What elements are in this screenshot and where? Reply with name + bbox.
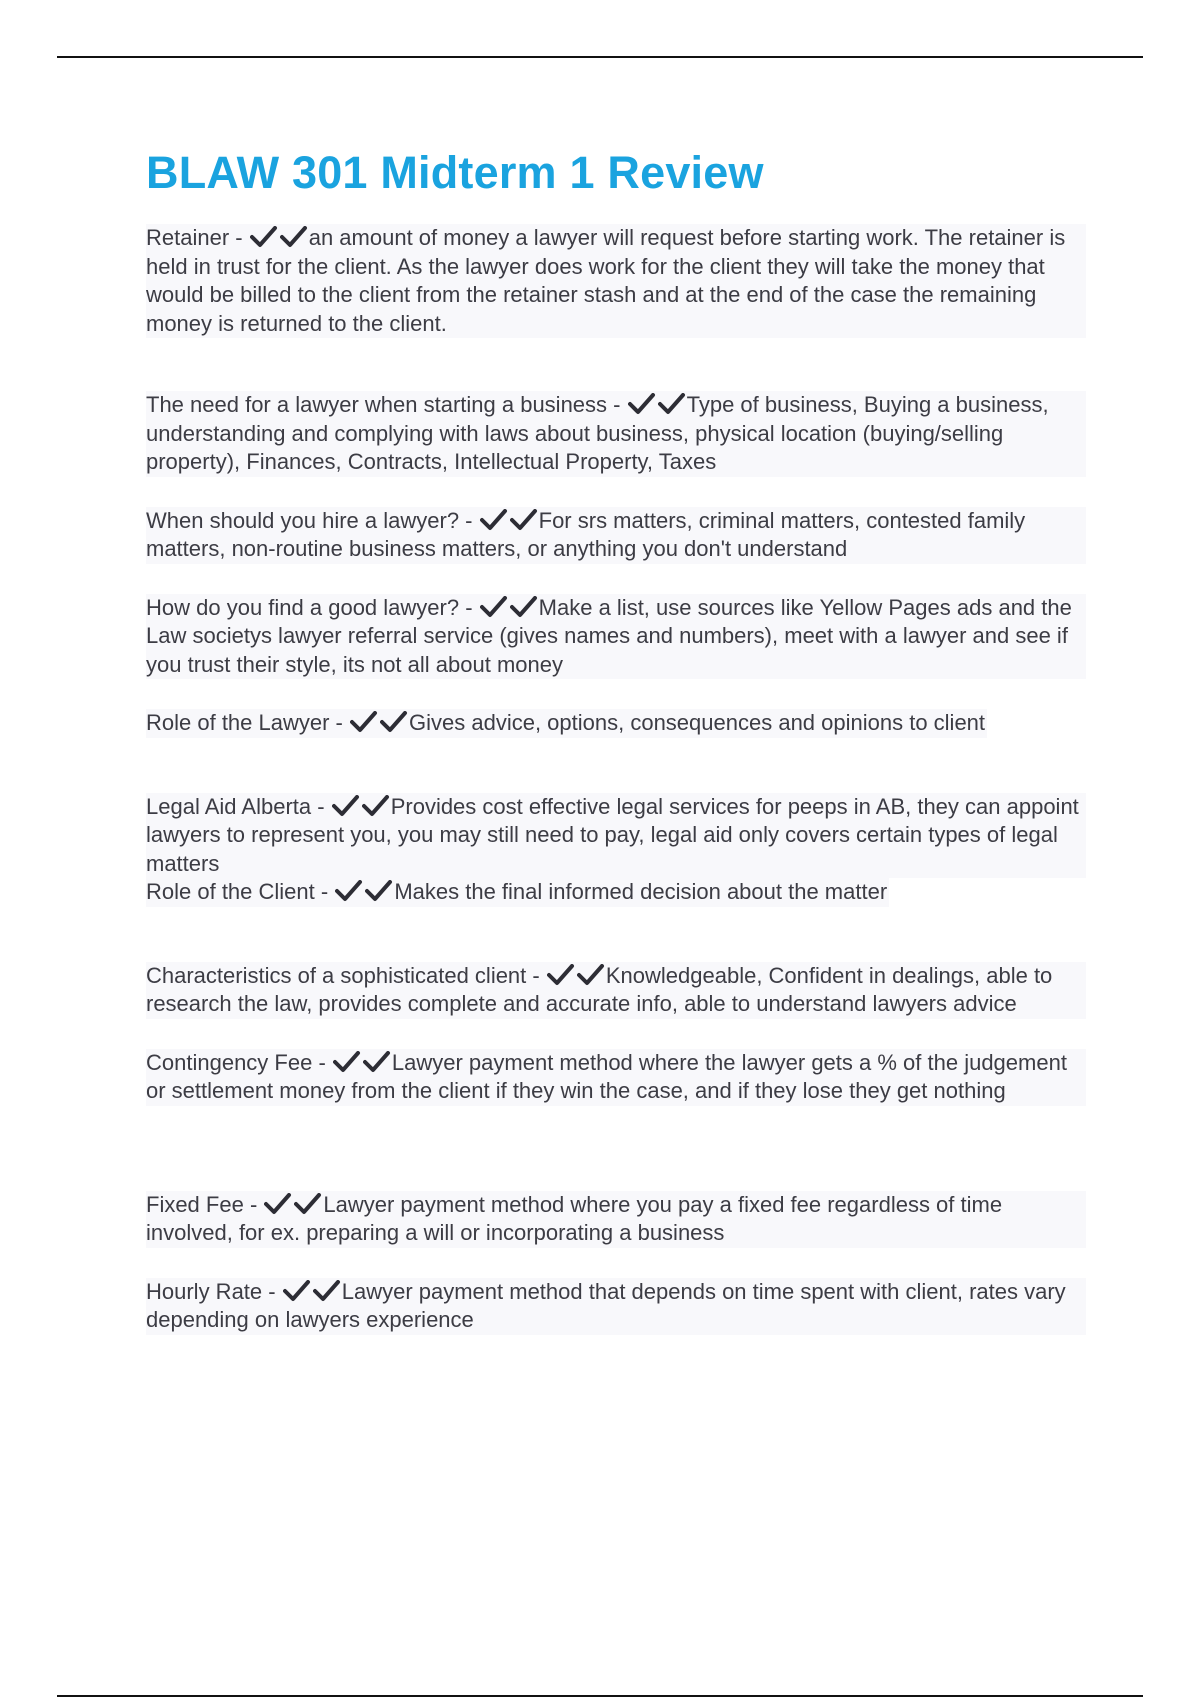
bottom-rule xyxy=(57,1695,1143,1697)
term: Characteristics of a sophisticated client xyxy=(146,962,527,988)
term: Retainer xyxy=(146,225,230,250)
check-icon xyxy=(628,393,656,415)
flashcard xyxy=(146,1278,1086,1335)
check-icon xyxy=(362,795,390,817)
definition: For srs matters, criminal matters, contested family matters, non-routine business matters, or anything you don't understand xyxy=(146,507,1026,561)
definition: Lawyer payment method where the lawyer gets a % of the judgement or settlement money from the client if they win the case, and if they lose they get nothing xyxy=(146,1049,1067,1103)
separator: - xyxy=(459,507,479,533)
separator: - xyxy=(526,962,546,988)
flashcard xyxy=(146,793,1086,879)
document-body xyxy=(146,146,1086,1335)
separator: - xyxy=(229,225,249,250)
term: Contingency Fee xyxy=(146,1049,313,1075)
check-icon xyxy=(658,393,686,415)
term: Fixed Fee xyxy=(146,1191,244,1217)
check-icon xyxy=(510,509,538,531)
definition: Lawyer payment method where you pay a fixed fee regardless of time involved, for ex. preparing a will or incorporating a business xyxy=(146,1191,1003,1245)
check-icon xyxy=(365,880,393,902)
term: How do you find a good lawyer? xyxy=(146,594,460,620)
separator: - xyxy=(312,1049,332,1075)
definition: an amount of money a lawyer will request before starting work. The retainer is held in trust for the client. As the lawyer does work for the client they will take the money that would be billed to the client from the retainer stash and at the end of the case the remaining money is returned to the client. xyxy=(146,225,1066,336)
term: Legal Aid Alberta xyxy=(146,793,312,819)
page-title: BLAW 301 Midterm 1 Review xyxy=(146,147,764,198)
entry-hourly-rate xyxy=(146,1278,1086,1335)
check-icon xyxy=(480,509,508,531)
flashcard xyxy=(146,594,1086,680)
definition: Makes the final informed decision about the matter xyxy=(394,879,888,904)
definition: Lawyer payment method that depends on time spent with client, rates vary depending on lawyers experience xyxy=(146,1278,1066,1332)
entry-need-for-lawyer xyxy=(146,391,1086,477)
separator: - xyxy=(607,392,627,417)
separator: - xyxy=(329,710,349,735)
term: When should you hire a lawyer? xyxy=(146,507,460,533)
check-icon xyxy=(250,226,278,248)
definition: Provides cost effective legal services for peeps in AB, they can appoint lawyers to represent you, you may still need to pay, legal aid only covers certain types of legal matters xyxy=(146,793,1079,876)
entry-retainer xyxy=(146,224,1086,338)
entry-role-lawyer xyxy=(146,709,1086,738)
check-icon xyxy=(313,1280,341,1302)
entry-role-client xyxy=(146,878,1086,907)
separator: - xyxy=(459,594,479,620)
flashcard xyxy=(146,1191,1086,1248)
check-icon xyxy=(380,711,408,733)
flashcard xyxy=(146,224,1086,338)
flashcard xyxy=(146,878,889,907)
definition: Type of business, Buying a business, understanding and complying with laws about business, physical location (buying/selling property), Finances, Contracts, Intellectual Property, Taxes xyxy=(146,392,1049,474)
check-icon xyxy=(480,596,508,618)
check-icon xyxy=(510,596,538,618)
flashcard xyxy=(146,709,987,738)
check-icon xyxy=(577,964,605,986)
check-icon xyxy=(332,795,360,817)
entry-when-hire xyxy=(146,507,1086,564)
separator: - xyxy=(311,793,331,819)
check-icon xyxy=(547,964,575,986)
check-icon xyxy=(333,1051,361,1073)
flashcard xyxy=(146,391,1086,477)
term: Role of the Client xyxy=(146,879,315,904)
check-icon xyxy=(294,1193,322,1215)
entry-legal-aid xyxy=(146,793,1086,879)
separator: - xyxy=(262,1278,282,1304)
term: Hourly Rate xyxy=(146,1278,263,1304)
term: Role of the Lawyer xyxy=(146,710,330,735)
entry-contingency-fee xyxy=(146,1049,1086,1106)
definition: Gives advice, options, consequences and opinions to client xyxy=(409,710,986,735)
separator: - xyxy=(243,1191,264,1217)
separator: - xyxy=(314,879,335,904)
entry-sophisticated-client xyxy=(146,962,1086,1019)
flashcard xyxy=(146,962,1086,1019)
check-icon xyxy=(363,1051,391,1073)
top-rule xyxy=(57,56,1143,58)
definition: Make a list, use sources like Yellow Pages ads and the Law societys lawyer referral service (gives names and numbers), meet with a lawyer and see if you trust their style, its not all about money xyxy=(146,594,1072,677)
check-icon xyxy=(280,226,308,248)
check-icon xyxy=(264,1193,292,1215)
term: The need for a lawyer when starting a business xyxy=(146,392,608,417)
definition: Knowledgeable, Confident in dealings, able to research the law, provides complete and accurate info, able to understand lawyers advice xyxy=(146,962,1053,1016)
entry-fixed-fee xyxy=(146,1191,1086,1248)
check-icon xyxy=(350,711,378,733)
check-icon xyxy=(283,1280,311,1302)
flashcard xyxy=(146,507,1086,564)
entry-find-lawyer xyxy=(146,594,1086,680)
check-icon xyxy=(335,880,363,902)
flashcard xyxy=(146,1049,1086,1106)
